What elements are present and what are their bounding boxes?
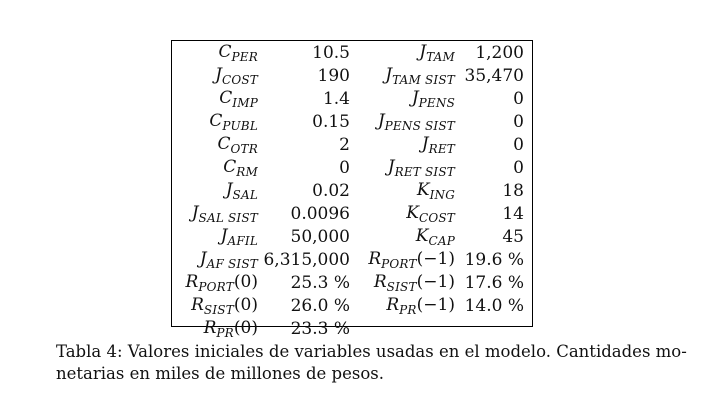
table-row [172, 133, 524, 156]
variable-subscript: PENS SIST [384, 119, 455, 133]
variable-subscript: SAL SIST [198, 211, 258, 225]
variable-symbol: J [421, 134, 429, 154]
variable-subscript: TAM [426, 50, 455, 64]
variable-symbol: R [368, 249, 382, 269]
variable-argument: (−1) [416, 295, 455, 315]
left-variable-value: 190 [317, 65, 350, 86]
left-variable-value: 0.02 [312, 180, 350, 201]
variable-subscript: RET [428, 142, 455, 156]
variable-symbol: C [219, 88, 233, 108]
left-variable-value: 50,000 [290, 226, 350, 247]
right-variable-value: 0 [513, 157, 524, 178]
left-variable-value: 10.5 [312, 42, 350, 63]
variable-argument: (0) [233, 295, 258, 315]
left-variable-name [172, 294, 258, 317]
variable-subscript: PORT [381, 257, 417, 271]
table-row [172, 41, 524, 64]
variable-symbol: C [218, 42, 232, 62]
caption-line-2: netarias en miles de millones de pesos. [56, 364, 384, 383]
right-variable-value: 19.6 % [464, 249, 524, 270]
variable-symbol: C [209, 111, 223, 131]
variable-subscript: SIST [386, 280, 417, 294]
right-variable-name [350, 225, 455, 248]
right-variable-value: 35,470 [464, 65, 524, 86]
variable-symbol: C [217, 134, 231, 154]
variable-symbol: J [225, 180, 233, 200]
left-variable-value: 6,315,000 [263, 249, 350, 270]
left-variable-name [172, 179, 258, 202]
variable-symbol: R [373, 272, 387, 292]
variable-symbol: R [191, 295, 204, 315]
table-row [172, 317, 524, 340]
variable-symbol: R [185, 272, 199, 292]
table-row [172, 248, 524, 271]
variable-symbol: K [406, 203, 419, 223]
left-variable-name [172, 225, 258, 248]
right-variable-value [455, 317, 524, 340]
variable-argument: (−1) [416, 249, 455, 269]
right-variable-name [350, 110, 455, 133]
right-variable-value: 0 [513, 88, 524, 109]
variable-symbol: R [386, 295, 400, 315]
right-variable-value: 0 [513, 134, 524, 155]
table-caption [56, 341, 687, 385]
left-variable-value: 25.3 % [290, 272, 350, 293]
variable-subscript: COST [221, 73, 258, 87]
right-variable-value: 0 [513, 111, 524, 132]
variable-symbol: J [377, 111, 385, 131]
variable-subscript: CAP [428, 234, 455, 248]
table-body [172, 41, 524, 340]
variable-symbol: J [220, 226, 228, 246]
table-row [172, 156, 524, 179]
variable-subscript: TAM SIST [392, 73, 455, 87]
right-variable-name [350, 179, 455, 202]
table-row [172, 87, 524, 110]
right-variable-name [350, 202, 455, 225]
right-variable-name [350, 294, 455, 317]
variable-symbol: J [387, 157, 395, 177]
right-variable-name [350, 87, 455, 110]
right-variable-value: 17.6 % [464, 272, 524, 293]
variable-symbol: J [215, 65, 222, 85]
right-variable-name [350, 271, 455, 294]
table-row [172, 110, 524, 133]
variable-symbol: R [203, 318, 217, 338]
variable-symbol: J [411, 88, 419, 108]
left-variable-value: 0.0096 [290, 203, 350, 224]
variable-symbol: C [223, 157, 237, 177]
right-variable-name [350, 64, 455, 87]
variable-symbol: J [199, 249, 207, 269]
variable-subscript: PORT [198, 280, 234, 294]
right-variable-name [350, 156, 455, 179]
left-variable-value: 23.3 % [290, 318, 350, 339]
table-row [172, 294, 524, 317]
left-variable-name [172, 110, 258, 133]
right-variable-value: 45 [502, 226, 524, 247]
variable-subscript: PR [399, 303, 417, 317]
left-variable-value: 2 [339, 134, 350, 155]
table-row [172, 225, 524, 248]
variable-subscript: SIST [203, 303, 234, 317]
left-variable-value: 1.4 [322, 88, 350, 109]
left-variable-value: 0 [339, 157, 350, 178]
variable-argument: (0) [233, 272, 258, 292]
table-row [172, 64, 524, 87]
variable-symbol: J [385, 65, 393, 85]
right-variable-value: 1,200 [475, 42, 524, 63]
variable-symbol: K [416, 180, 430, 200]
left-variable-name [172, 156, 258, 179]
right-variable-name [350, 248, 455, 271]
variable-symbol: J [419, 42, 427, 62]
variable-subscript: RET SIST [394, 165, 455, 179]
variable-subscript: ING [429, 188, 455, 202]
table-row [172, 202, 524, 225]
variables-table-frame [171, 40, 533, 340]
variable-symbol: J [191, 203, 199, 223]
variable-subscript: RM [236, 165, 258, 179]
variable-subscript: AF SIST [206, 257, 258, 271]
left-variable-name [172, 248, 258, 271]
left-variable-name [172, 87, 258, 110]
variable-subscript: OTR [230, 142, 258, 156]
variable-argument: (−1) [416, 272, 455, 292]
right-variable-name [350, 133, 455, 156]
table-row [172, 179, 524, 202]
variable-subscript: IMP [232, 96, 258, 110]
left-variable-name [172, 133, 258, 156]
variable-symbol: K [415, 226, 429, 246]
variable-subscript: PUBL [222, 119, 258, 133]
left-variable-name [172, 271, 258, 294]
variable-subscript: PR [216, 326, 234, 340]
right-variable-value: 14 [502, 203, 524, 224]
variable-subscript: PENS [418, 96, 455, 110]
variable-subscript: AFIL [227, 234, 258, 248]
left-variable-name [172, 64, 258, 87]
variable-subscript: COST [418, 211, 455, 225]
caption-line-1: Tabla 4: Valores iniciales de variables usadas en el modelo. Cantidades mo- [56, 342, 687, 361]
left-variable-value: 0.15 [312, 111, 350, 132]
variable-subscript: SAL [232, 188, 258, 202]
initial-values-table [172, 41, 524, 340]
left-variable-name [172, 41, 258, 64]
variable-argument: (0) [233, 318, 258, 338]
left-variable-name [172, 202, 258, 225]
right-variable-value: 14.0 % [464, 295, 524, 316]
right-variable-name [350, 317, 455, 340]
variable-subscript: PER [231, 50, 258, 64]
right-variable-value: 18 [502, 180, 524, 201]
table-row [172, 271, 524, 294]
right-variable-name [350, 41, 455, 64]
left-variable-name [172, 317, 258, 340]
left-variable-value: 26.0 % [290, 295, 350, 316]
